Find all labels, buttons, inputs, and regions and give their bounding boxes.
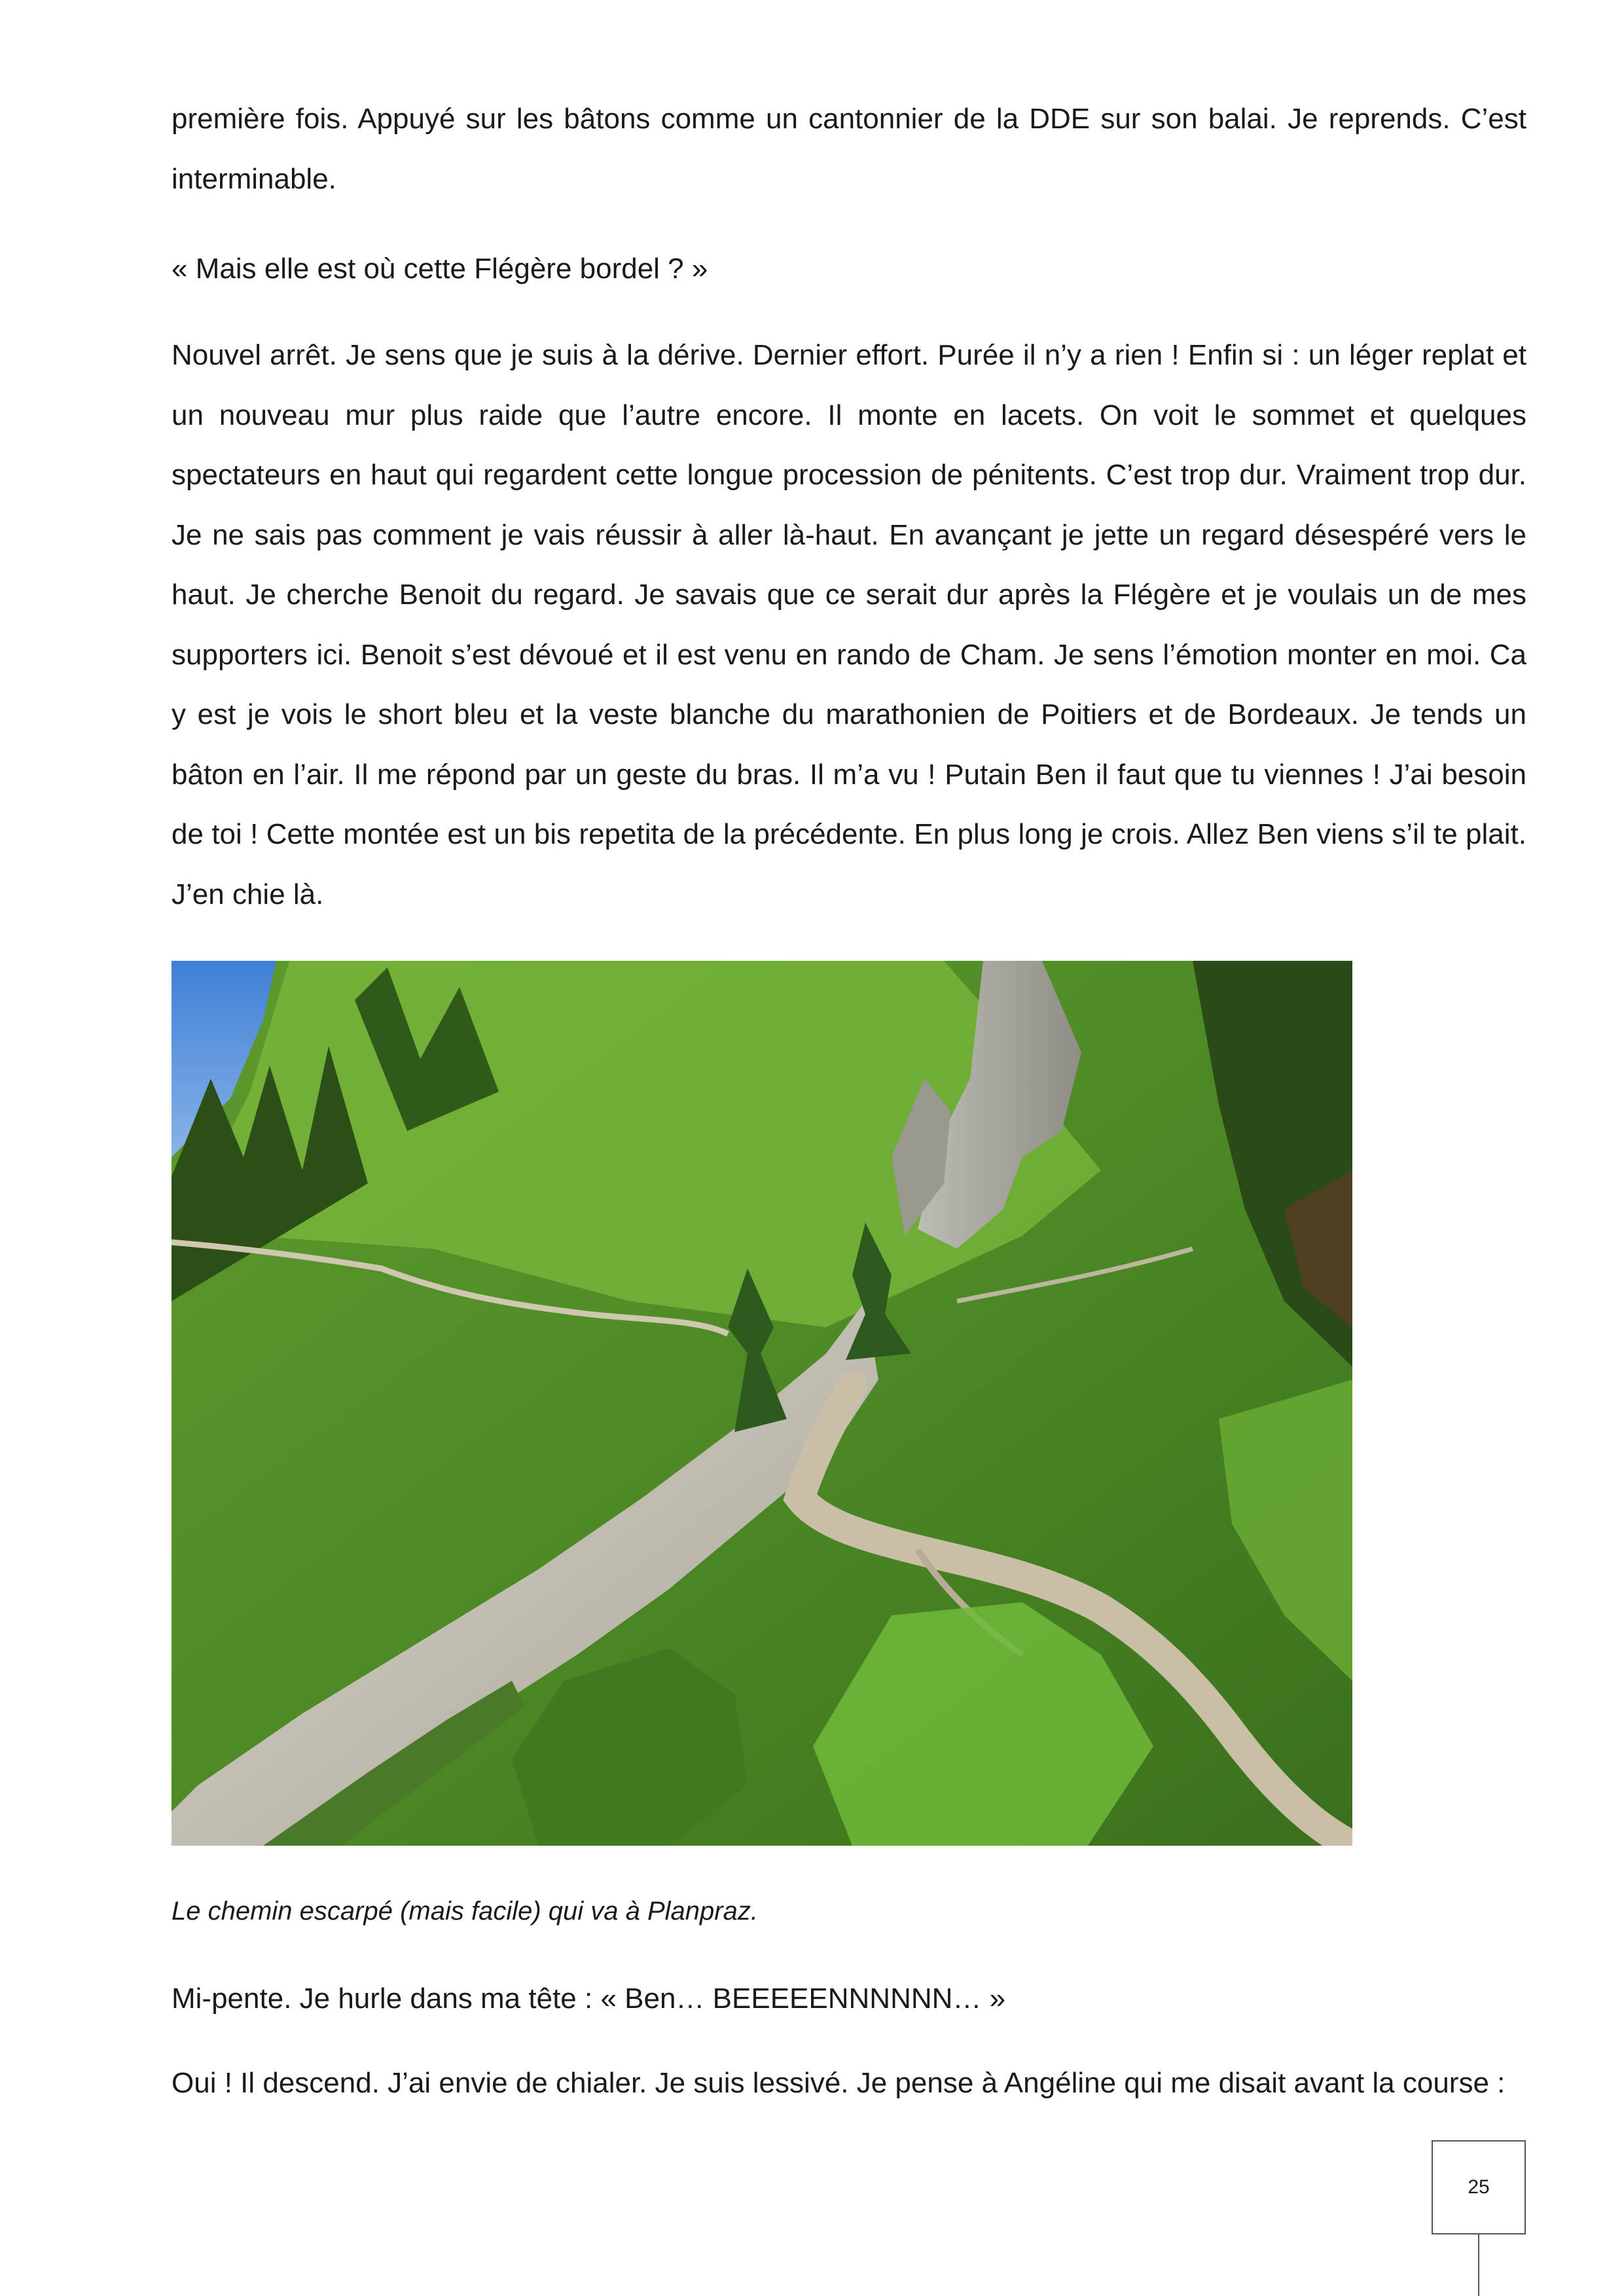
mountain-trail-photo [171, 961, 1352, 1846]
paragraph-text: première fois. Appuyé sur les bâtons comme un cantonnier de la DDE sur son balai. Je reprends. C’est interminable. [171, 103, 1526, 195]
page-number-divider [1478, 2234, 1479, 2296]
page-number-label: 25 [1468, 2176, 1490, 2198]
page-number [1432, 2140, 1526, 2234]
paragraph-shout: Mi-pente. Je hurle dans ma tête : « Ben… BEEEEENNNNNN… » [171, 1982, 1006, 2015]
paragraph-quote: « Mais elle est où cette Flégère bordel ? » [171, 253, 708, 285]
paragraph-continuation [171, 89, 1526, 209]
paragraph-main: Nouvel arrêt. Je sens que je suis à la dérive. Dernier effort. Purée il n’y a rien ! Enfin si : un léger replat et un nouveau mur plus raide que l’autre encore. Il monte en lacets. On voit le sommet et quelques spectateurs en haut qui regardent cette longue procession de pénitents. C’est trop dur. Vraiment trop dur. Je ne sais pas comment je vais réussir à aller là-haut. En avançant je jette un regard désespéré vers le haut. Je cherche Benoit du regard. Je savais que ce serait dur après la Flégère et je voulais un de mes supporters ici. Benoit s’est dévoué et il est venu en rando de Cham. Je sens l’émotion monter en moi. Ca y est je vois le short bleu et la veste blanche du marathonien de Poitiers et de Bordeaux. Je tends un bâton en l’air. Il me répond par un geste du bras. Il m’a vu ! Putain Ben il faut que tu viennes ! J’ai besoin de toi ! Cette montée est un bis repetita de la précédente. En plus long je crois. Allez Ben viens s’il te plait. J’en chie là. [171, 339, 1526, 910]
paragraph-closing: Oui ! Il descend. J’ai envie de chialer. Je suis lessivé. Je pense à Angéline qui me disait avant la course : [171, 2067, 1506, 2099]
figure-caption: Le chemin escarpé (mais facile) qui va à Planpraz. [171, 1897, 758, 1926]
